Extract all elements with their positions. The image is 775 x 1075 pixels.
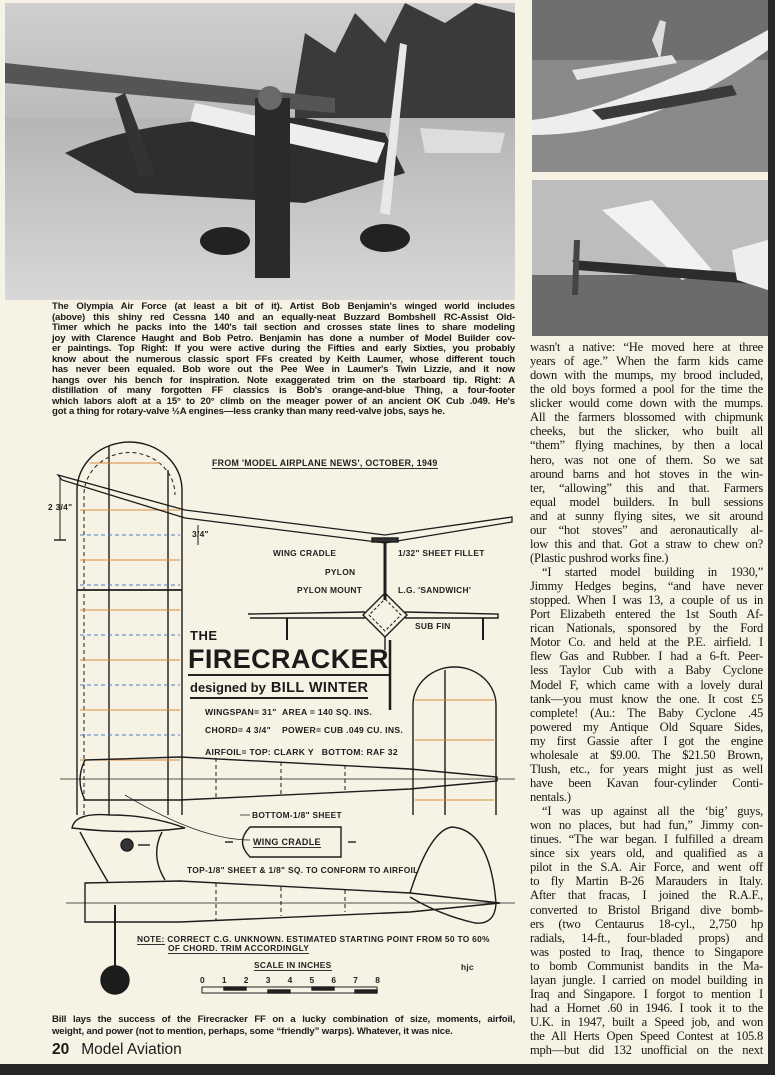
- scale-tick-label: 3: [265, 975, 271, 985]
- caption-line: know about the numerous classic sport FFs created by Keith Laumer, whose different touch: [52, 353, 515, 365]
- spec-wingspan: WINGSPAN= 31": [205, 707, 277, 717]
- plan-title: FIRECRACKER: [188, 644, 389, 674]
- article-line: pilot in the S.A. Air Force, and went off: [530, 860, 763, 875]
- caption-line: which labors aloft at a 15° to 20° climb on the meager power of an ancient OK Cub .049. He's: [52, 395, 515, 407]
- label-lg-sandwich: L.G. 'SANDWICH': [398, 585, 472, 595]
- article-line: to fly Martin B-26 Marauders in Italy.: [530, 874, 763, 889]
- caption-line: Timer which he packs into the 140's tail section and crosses state lines to share modeling: [52, 322, 515, 334]
- note-line-2: OF CHORD. TRIM ACCORDINGLY: [168, 943, 310, 953]
- label-sheet-fillet: 1/32" SHEET FILLET: [398, 548, 485, 558]
- article-line: “I was up against all the ‘big’ guys,: [542, 804, 763, 819]
- article-line: less Taylor Cub with a Baby Cyclone: [530, 663, 763, 678]
- article-line: “I started model building in 1930,”: [542, 565, 763, 579]
- caption-line: has never been equaled. Bob wore out the Pee Wee in Laumer's Twin Lizzie, and it now: [52, 364, 515, 376]
- article-line: (Plastic pushrod works fine.): [530, 550, 669, 565]
- fuselage-top-view: [80, 757, 497, 800]
- spec-power: POWER= CUB .049 CU. INS.: [282, 725, 404, 735]
- designed-by-label: designed by: [190, 680, 266, 695]
- article-line: rican Nationals, sponsored by the Ford: [530, 621, 763, 636]
- article-line: ers (two Centaurus 18-cyl., 2,750 hp: [530, 916, 763, 931]
- page-footer: [52, 1041, 182, 1059]
- spec-chord: CHORD= 4 3/4": [205, 725, 272, 735]
- dim-dihedral-label: 2 3/4": [48, 502, 73, 512]
- article-line: since six years old, and qualified as a: [530, 846, 763, 861]
- spec-airfoil: AIRFOIL= TOP: CLARK Y BOTTOM: RAF 32: [205, 747, 398, 757]
- label-wing-cradle: WING CRADLE: [273, 548, 337, 558]
- article-line: around barns and hot stoves in the win-: [530, 466, 763, 481]
- fin: [410, 827, 496, 923]
- plan-title-the: THE: [190, 628, 218, 643]
- article-line: “them” flying machines, by then a local: [530, 438, 763, 453]
- stabilizer-front-view: [248, 612, 498, 618]
- article-line: the All Herts Open Speed Contest at 105.8: [530, 1029, 763, 1044]
- article-line: and at sunny flying sites, we sit around: [530, 508, 763, 523]
- stabilizer-planform: [413, 667, 496, 815]
- page-number: 20: [52, 1041, 70, 1058]
- label-sub-fin: SUB FIN: [415, 621, 451, 631]
- article-line: was posted to Iraq, thence to Singapore: [530, 944, 763, 959]
- scan-edge-right: [768, 0, 775, 1075]
- note-label: NOTE:: [137, 934, 165, 944]
- scale-tick-label: 2: [243, 975, 249, 985]
- article-line: complete! (Au.: The Baby Cyclone .45: [530, 705, 763, 720]
- article-line: mph—but did 132 unofficial on the next: [530, 1043, 763, 1058]
- caption-line: (above) this shiny red Cessna 140 and an equally-neat Buzzard Bombshell RC-Assist Old-: [52, 311, 515, 323]
- magazine-name: Model Aviation: [81, 1041, 182, 1058]
- note-line-1: CORRECT C.G. UNKNOWN. ESTIMATED STARTING POINT FROM 50 TO 60%: [167, 934, 490, 944]
- article-line: After that fracas, I joined the R.A.F.,: [530, 888, 763, 903]
- scale-tick-label: 7: [353, 975, 359, 985]
- designer-name: BILL WINTER: [270, 680, 369, 696]
- caption-line: weight, and power (not to mention, perhaps, some “friendly” warps). Whatever, it was nice.: [52, 1025, 453, 1037]
- article-line: Iraq and Singapore. I forgot to mention I: [530, 986, 763, 1001]
- label-pylon: PYLON: [325, 567, 356, 577]
- article-line: powered my Antique Old Square Sides,: [530, 719, 763, 734]
- article-line: hero, was not one of them. So we sat: [530, 452, 763, 467]
- article-line: tinues. “The war began. I fulfilled a dream: [530, 832, 763, 847]
- article-line: Model F, which came with a lovely dural: [530, 677, 763, 692]
- article-line: Motor Co. and held at the P.E. airfield. I: [530, 635, 763, 650]
- article-line: down with the mumps, my brood included,: [530, 368, 763, 383]
- label-top-sheet: TOP-1/8" SHEET & 1/8" SQ. TO CONFORM TO AIRFOIL: [187, 865, 419, 875]
- caption-line: The Olympia Air Force (at least a bit of it). Artist Bob Benjamin's winged world includes: [52, 301, 515, 312]
- wheel: [101, 966, 129, 994]
- article-line: equal model builders. In bull sessions: [530, 494, 763, 509]
- scale-title: SCALE IN INCHES: [254, 960, 332, 970]
- scale-tick-label: 0: [200, 975, 205, 985]
- label-cradle-detail: WING CRADLE: [253, 837, 321, 847]
- spec-area: AREA = 140 SQ. INS.: [282, 707, 373, 717]
- label-pylon-mount: PYLON MOUNT: [297, 585, 363, 595]
- caption-line: er paintings. Top Right: If you were active during the Fifties and early Sixties, you probably: [52, 343, 515, 355]
- scan-edge-bottom: [0, 1064, 775, 1075]
- article-line: wholesale at $9.00. The $21.50 Brown,: [530, 747, 763, 762]
- plan-caption-bottom: [52, 1014, 515, 1037]
- article-line: wasn't a native: “He moved here at three: [530, 340, 763, 354]
- article-line: converted to Bristol Brigand dive bomb-: [530, 902, 763, 917]
- article-line: nentals.): [530, 790, 571, 804]
- scale-tick-label: 6: [331, 975, 337, 985]
- scale-tick-label: 1: [221, 975, 227, 985]
- article-line: tank—you must know the one. It cost £5: [530, 691, 763, 706]
- article-line: cheeks, but the slicker, who built all: [530, 424, 763, 439]
- fuselage-side-view: [85, 881, 500, 922]
- article-line: Jimmy Hedges begins, “and have never: [530, 579, 763, 594]
- article-line: the old boys formed a pool for the time the: [530, 382, 763, 397]
- article-line: our “hot stoves” and aeronautically al-: [530, 522, 763, 537]
- caption-line: joy with Clarence Haught and Bob Petro. Benjamin has done a number of Model Builder cov-: [52, 332, 515, 344]
- article-line: ter, “allowing” this and that. Farmers: [530, 480, 763, 495]
- article-line: low this and that. Got a straw to chew on?: [530, 536, 763, 551]
- article-line: radials, 14-ft., four-bladed props) and: [530, 930, 763, 945]
- article-line: All the farmers blossomed with chipmunk: [530, 410, 763, 425]
- caption-line: hangs over his bench for inspiration. Note exaggerated trim on the starboard tip. Right: A: [52, 374, 515, 386]
- article-line: to bomb Communist bandits in the Ma-: [530, 958, 763, 973]
- caption-line: got a thing for rotary-valve ½A engines—less cranky than many reed-valve jobs, says he.: [52, 406, 445, 418]
- article-line: have been Kavan four-cylinder Conti-: [530, 775, 763, 790]
- article-line: had a Hornet .60 in 1946. I took it to the: [530, 1000, 763, 1015]
- note: [137, 935, 490, 953]
- scale-tick-label: 5: [309, 975, 315, 985]
- article-line: won no places, but had fun,” Jimmy con-: [530, 818, 763, 833]
- article-line: Tlush, etc., for years might just as well: [530, 761, 763, 776]
- label-bottom-sheet: BOTTOM-1/8" SHEET: [252, 810, 342, 820]
- dim-tip-label: 3/4": [192, 529, 209, 539]
- article-line: stopped. When I was 13, a couple of us in: [530, 593, 763, 608]
- article-line: U.K. in 1947, built a Speed job, and won: [530, 1015, 763, 1029]
- plan-source-label: FROM 'MODEL AIRPLANE NEWS', OCTOBER, 1949: [212, 458, 438, 468]
- caption-line: distillation of many forgotten FF classics is Bob's orange-and-blue Thing, a four-footer: [52, 385, 515, 397]
- scale-tick-label: 8: [375, 975, 381, 985]
- article-line: slicker would come down with the mumps.: [530, 396, 763, 411]
- article-line: Port Elizabeth entered the 1st South Af-: [530, 607, 763, 622]
- wing-front-view: [58, 475, 512, 543]
- article-line: years of age.” When the farm kids came: [530, 354, 763, 369]
- caption-line: Bill lays the success of the Firecracker FF on a lucky combination of size, moments, airfoil,: [52, 1014, 515, 1025]
- article-line: my first Gassie after I got the engine: [530, 733, 763, 748]
- article-line: flew Gas and Rubber. I had a 6-ft. Peer-: [530, 649, 763, 664]
- scale-tick-label: 4: [287, 975, 293, 985]
- initials: hjc: [461, 962, 475, 972]
- designer-credit: [190, 680, 368, 699]
- article-line: layan jungle. I carried on model building in: [530, 972, 763, 987]
